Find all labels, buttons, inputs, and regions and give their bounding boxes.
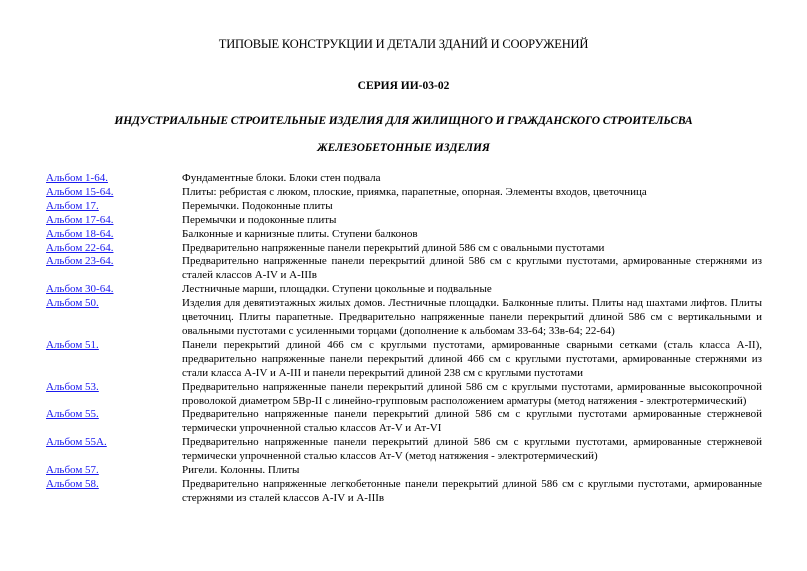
album-link[interactable]: Альбом 15-64. [46,185,114,198]
series-title: СЕРИЯ ИИ-03-02 [357,80,450,92]
album-row [46,214,762,228]
album-link[interactable]: Альбом 51. [46,338,99,351]
album-link[interactable]: Альбом 55. [46,408,99,421]
album-row [46,381,762,409]
album-row [46,228,762,242]
album-description: Балконные и карнизные плиты. Ступени балконов [182,227,418,240]
album-link[interactable]: Альбом 1-64. [46,172,108,184]
album-list [46,172,762,506]
album-row [46,172,762,186]
album-row [46,297,762,339]
album-link[interactable]: Альбом 30-64. [46,283,114,296]
album-description: Фундаментные блоки. Блоки стен подвала [182,172,381,184]
album-description: Перемычки. Подоконные плиты [182,199,333,212]
album-link[interactable]: Альбом 55А. [46,436,107,449]
album-link[interactable]: Альбом 18-64. [46,227,114,240]
album-description: Предварительно напряженные панели перекрытий длиной 586 см с круглыми пустотами, армированные высокопрочной проволокой диаметром 5Вр-II с линейно-групповым расположением арматуры (метод натяжения - электротермический) [182,380,762,407]
album-description: Перемычки и подоконные плиты [182,213,337,226]
album-description: Изделия для девятиэтажных жилых домов. Лестничные площадки. Балконные плиты. Плиты над шахтами лифтов. Плиты цветочниц. Плиты парапетные. Предварительно напряженные панели перекрытий длиной 586 см с вертикальными и овальными пустотами с усиленными торцами (дополнение к альбомам 33-64; 33в-64; 22-64) [182,297,762,337]
section-title: ЖЕЛЕЗОБЕТОННЫЕ ИЗДЕЛИЯ [317,142,490,154]
album-description: Плиты: ребристая с люком, плоские, приямка, парапетные, опорная. Элементы входов, цветочница [182,185,647,198]
album-description: Предварительно напряженные панели перекрытий длиной 586 см с круглыми пустотами, армированные стержневой термически упрочненной сталью классов Ат-V (метод натяжения - электротермический) [182,436,762,463]
album-row [46,255,762,283]
album-row [46,200,762,214]
album-description: Предварительно напряженные панели перекрытий длиной 586 см с круглыми пустотами армированные стержневой термически упрочненной сталью классов Ат-V и Ат-VI [182,408,762,435]
album-link[interactable]: Альбом 17-64. [46,213,114,226]
doc-subtitle: ИНДУСТРИАЛЬНЫЕ СТРОИТЕЛЬНЫЕ ИЗДЕЛИЯ ДЛЯ ЖИЛИЩНОГО И ГРАЖДАНСКОГО СТРОИТЕЛЬСВА [114,115,693,127]
album-link[interactable]: Альбом 57. [46,464,99,477]
album-link[interactable]: Альбом 53. [46,380,99,393]
album-row [46,464,762,478]
album-link[interactable]: Альбом 50. [46,297,99,310]
album-row [46,478,762,506]
album-description: Ригели. Колонны. Плиты [182,464,300,477]
album-row [46,339,762,381]
album-description: Панели перекрытий длиной 466 см с круглыми пустотами, армированные сварными сетками (сталь класса А-II), предварительно напряженные панели перекрытий длиной 466 см с круглыми пустотами, армированные стержнями из стали класса А-IV и А-III и панели перекрытий длиной 238 см с круглыми пустотами [182,338,762,379]
album-link[interactable]: Альбом 17. [46,199,99,212]
album-link[interactable]: Альбом 22-64. [46,241,114,254]
album-description: Лестничные марши, площадки. Ступени цокольные и подвальные [182,283,492,296]
album-row [46,242,762,256]
album-row [46,436,762,464]
album-link[interactable]: Альбом 23-64. [46,255,114,268]
album-row [46,186,762,200]
album-link[interactable]: Альбом 58. [46,477,99,490]
album-description: Предварительно напряженные легкобетонные панели перекрытий длиной 586 см с круглыми пустотами, армированные стержнями из сталей классов А-IV и А-IIIв [182,477,762,504]
doc-title: ТИПОВЫЕ КОНСТРУКЦИИ И ДЕТАЛИ ЗДАНИЙ И СООРУЖЕНИЙ [218,37,589,51]
album-description: Предварительно напряженные панели перекрытий длиной 586 см с круглыми пустотами, армированные стержнями из сталей классов А-IV и А-IIIв [182,255,762,282]
album-row [46,283,762,297]
album-row [46,408,762,436]
album-description: Предварительно напряженные панели перекрытий длиной 586 см с овальными пустотами [182,241,605,254]
